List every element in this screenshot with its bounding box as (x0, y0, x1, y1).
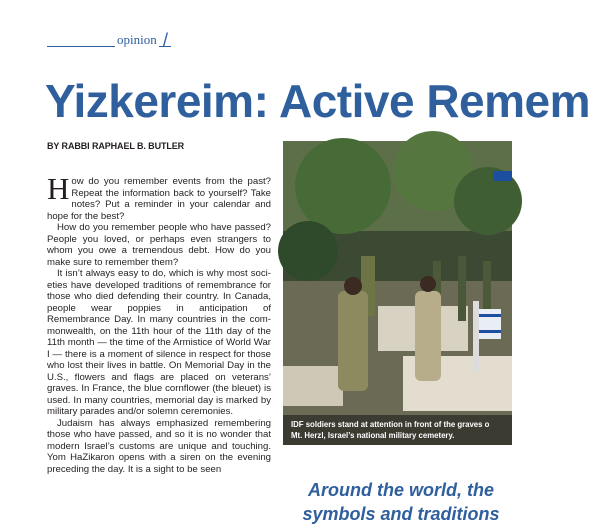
paragraph (47, 171, 271, 222)
section-slash: / (163, 30, 169, 50)
section-tag (47, 32, 179, 48)
cemetery-photo-illustration (283, 141, 512, 445)
article-photo (283, 141, 512, 445)
paragraph-text: ow do you remember events from the past? Repeat the information back to yourself? Take notes? Put a reminder in your calendar and hope for the best? (47, 176, 271, 222)
article-body (47, 171, 271, 512)
pull-quote-line: Around the world, the (308, 480, 494, 500)
section-label: opinion (117, 32, 157, 47)
photo-caption (283, 415, 512, 445)
drop-cap: H (47, 171, 70, 206)
paragraph: How do you remember people who have passed? People you loved, or perhaps even strangers to whom you owe a tremendous debt. How do you make sure to remember them? (47, 222, 271, 268)
pull-quote (290, 478, 512, 526)
article-byline: BY RABBI RAPHAEL B. BUTLER (47, 141, 185, 151)
article-headline: Yizkereim: Active Remem (45, 75, 590, 127)
caption-line: Mt. Herzl, Israel’s national military cemetery. (291, 431, 455, 440)
caption-line: IDF soldiers stand at attention in front of the graves o (291, 420, 490, 429)
paragraph: It isn’t always easy to do, which is why most societies have developed traditions of remembrance for those who died defending their country. In Canada, people wear poppies in anticipation of Remembrance Day. In many countries in the commonwealth, on the 11th hour of the 11th day of the 11th month — the time of the Armistice of World War I — there is a moment of silence in respect for those who lost their lives in battle. On Memorial Day in the U.S., flowers and flags are placed on veterans’ graves. In France, the blue cornflower (the bleuet) is used. In many countries, memorial day is marked by military parades and/or solemn ceremonies. (47, 268, 271, 417)
pull-quote-line: symbols and traditions (302, 504, 500, 524)
paragraph: Judaism has always emphasized remembering those who have passed, and so it is no wonder that modern Israel’s customs are unique and touching. Yom HaZikaron opens with a siren on the evening preceding the day. It is a sight to be seen (47, 417, 271, 475)
